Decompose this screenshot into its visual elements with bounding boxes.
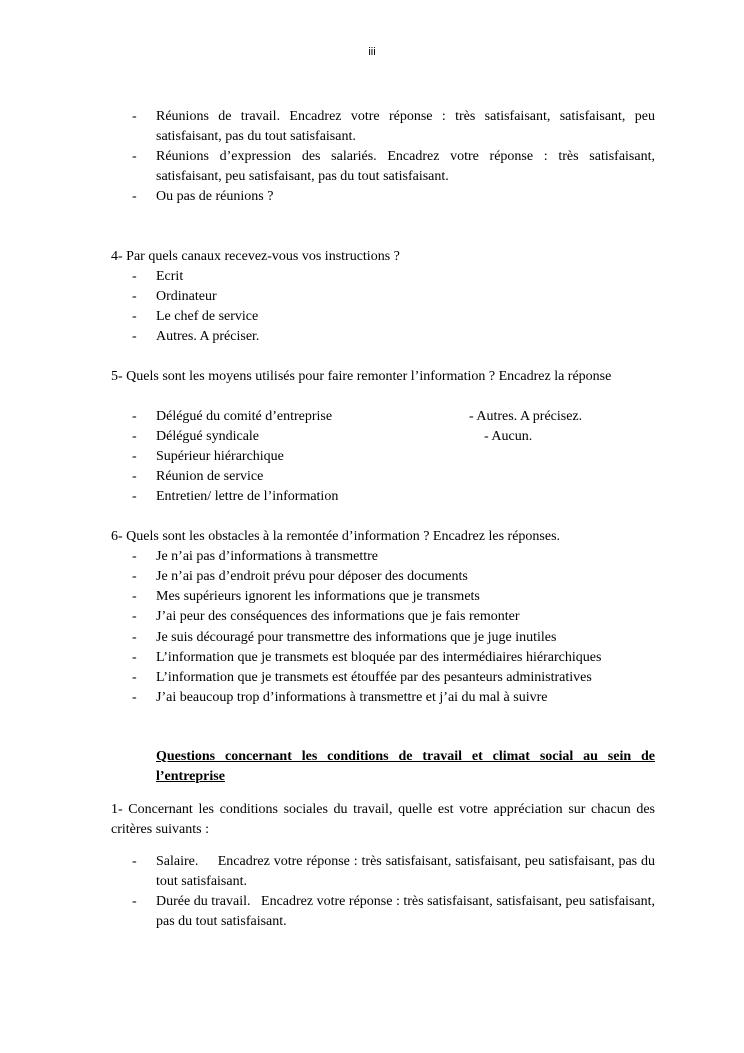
list-item: Autres. A préciser. [156,329,260,344]
list-item-right: - Autres. A précisez. [469,409,583,424]
list-item: Je suis découragé pour transmettre des informations que je juge inutiles [156,630,557,645]
list-item: Délégué du comité d’entreprise [156,409,333,424]
question-text: 6- Quels sont les obstacles à la remontée d’information ? Encadrez les réponses. [111,529,561,544]
list-item: Je n’ai pas d’endroit prévu pour déposer des documents [156,569,468,584]
list-dash: - [132,854,137,869]
question-5-text: 5- Quels sont les moyens utilisés pour faire remonter l’information ? Encadrez la réponse [111,369,612,384]
list-item: Réunions de travail. Encadrez votre réponse : très satisfaisant, satisfaisant, peu satisfaisant, pas du tout satisfaisant. [156,109,655,144]
list-dash: - [132,469,137,484]
list-dash: - [132,429,137,444]
question-text: 4- Par quels canaux recevez-vous vos instructions ? [111,249,400,264]
list-item: Ecrit [156,269,184,284]
list-dash: - [132,189,137,204]
list-item: Durée du travail. Encadrez votre réponse : très satisfaisant, satisfaisant, peu satisfaisant, pas du tout satisfaisant. [156,894,659,929]
list-item: Salaire. Encadrez votre réponse : très satisfaisant, satisfaisant, peu satisfaisant, pas du tout satisfaisant. [156,854,659,889]
question-text: 1- Concernant les conditions sociales du travail, quelle est votre appréciation sur chacun des critères suivants : [111,802,655,837]
list-dash: - [132,670,137,685]
list-dash: - [132,449,137,464]
list-item: Je n’ai pas d’informations à transmettre [156,549,378,564]
list-item: Ou pas de réunions ? [156,189,274,204]
list-item: Supérieur hiérarchique [156,449,284,464]
list-dash: - [132,109,137,124]
list-item: Réunion de service [156,469,264,484]
list-item: L’information que je transmets est bloquée par des intermédiaires hiérarchiques [156,650,602,665]
list-item: Le chef de service [156,309,259,324]
list-dash: - [132,549,137,564]
list-item: L’information que je transmets est étouffée par des pesanteurs administratives [156,670,592,685]
list-item: J’ai beaucoup trop d’informations à transmettre et j’ai du mal à suivre [156,690,548,705]
list-dash: - [132,650,137,665]
list-dash: - [132,589,137,604]
list-dash: - [132,309,137,324]
section-heading: Questions concernant les conditions de travail et climat social au sein de l’entreprise [156,749,655,784]
list-dash: - [132,269,137,284]
list-dash: - [132,569,137,584]
list-item: Réunions d’expression des salariés. Encadrez votre réponse : très satisfaisant, satisfaisant, peu satisfaisant, pas du tout satisfaisant. [156,149,655,184]
list-dash: - [132,894,137,909]
list-dash: - [132,690,137,705]
page-number: iii [368,46,376,58]
list-item: Mes supérieurs ignorent les informations que je transmets [156,589,480,604]
list-item-right: - Aucun. [484,429,533,444]
list-item: Délégué syndicale [156,429,260,444]
list-dash: - [132,289,137,304]
list-dash: - [132,630,137,645]
list-dash: - [132,609,137,624]
list-item: Entretien/ lettre de l’information [156,489,339,504]
list-dash: - [132,149,137,164]
list-dash: - [132,409,137,424]
question-text [111,367,655,387]
list-dash: - [132,489,137,504]
list-item: Ordinateur [156,289,217,304]
list-dash: - [132,329,137,344]
list-item: J’ai peur des conséquences des informations que je fais remonter [156,609,520,624]
